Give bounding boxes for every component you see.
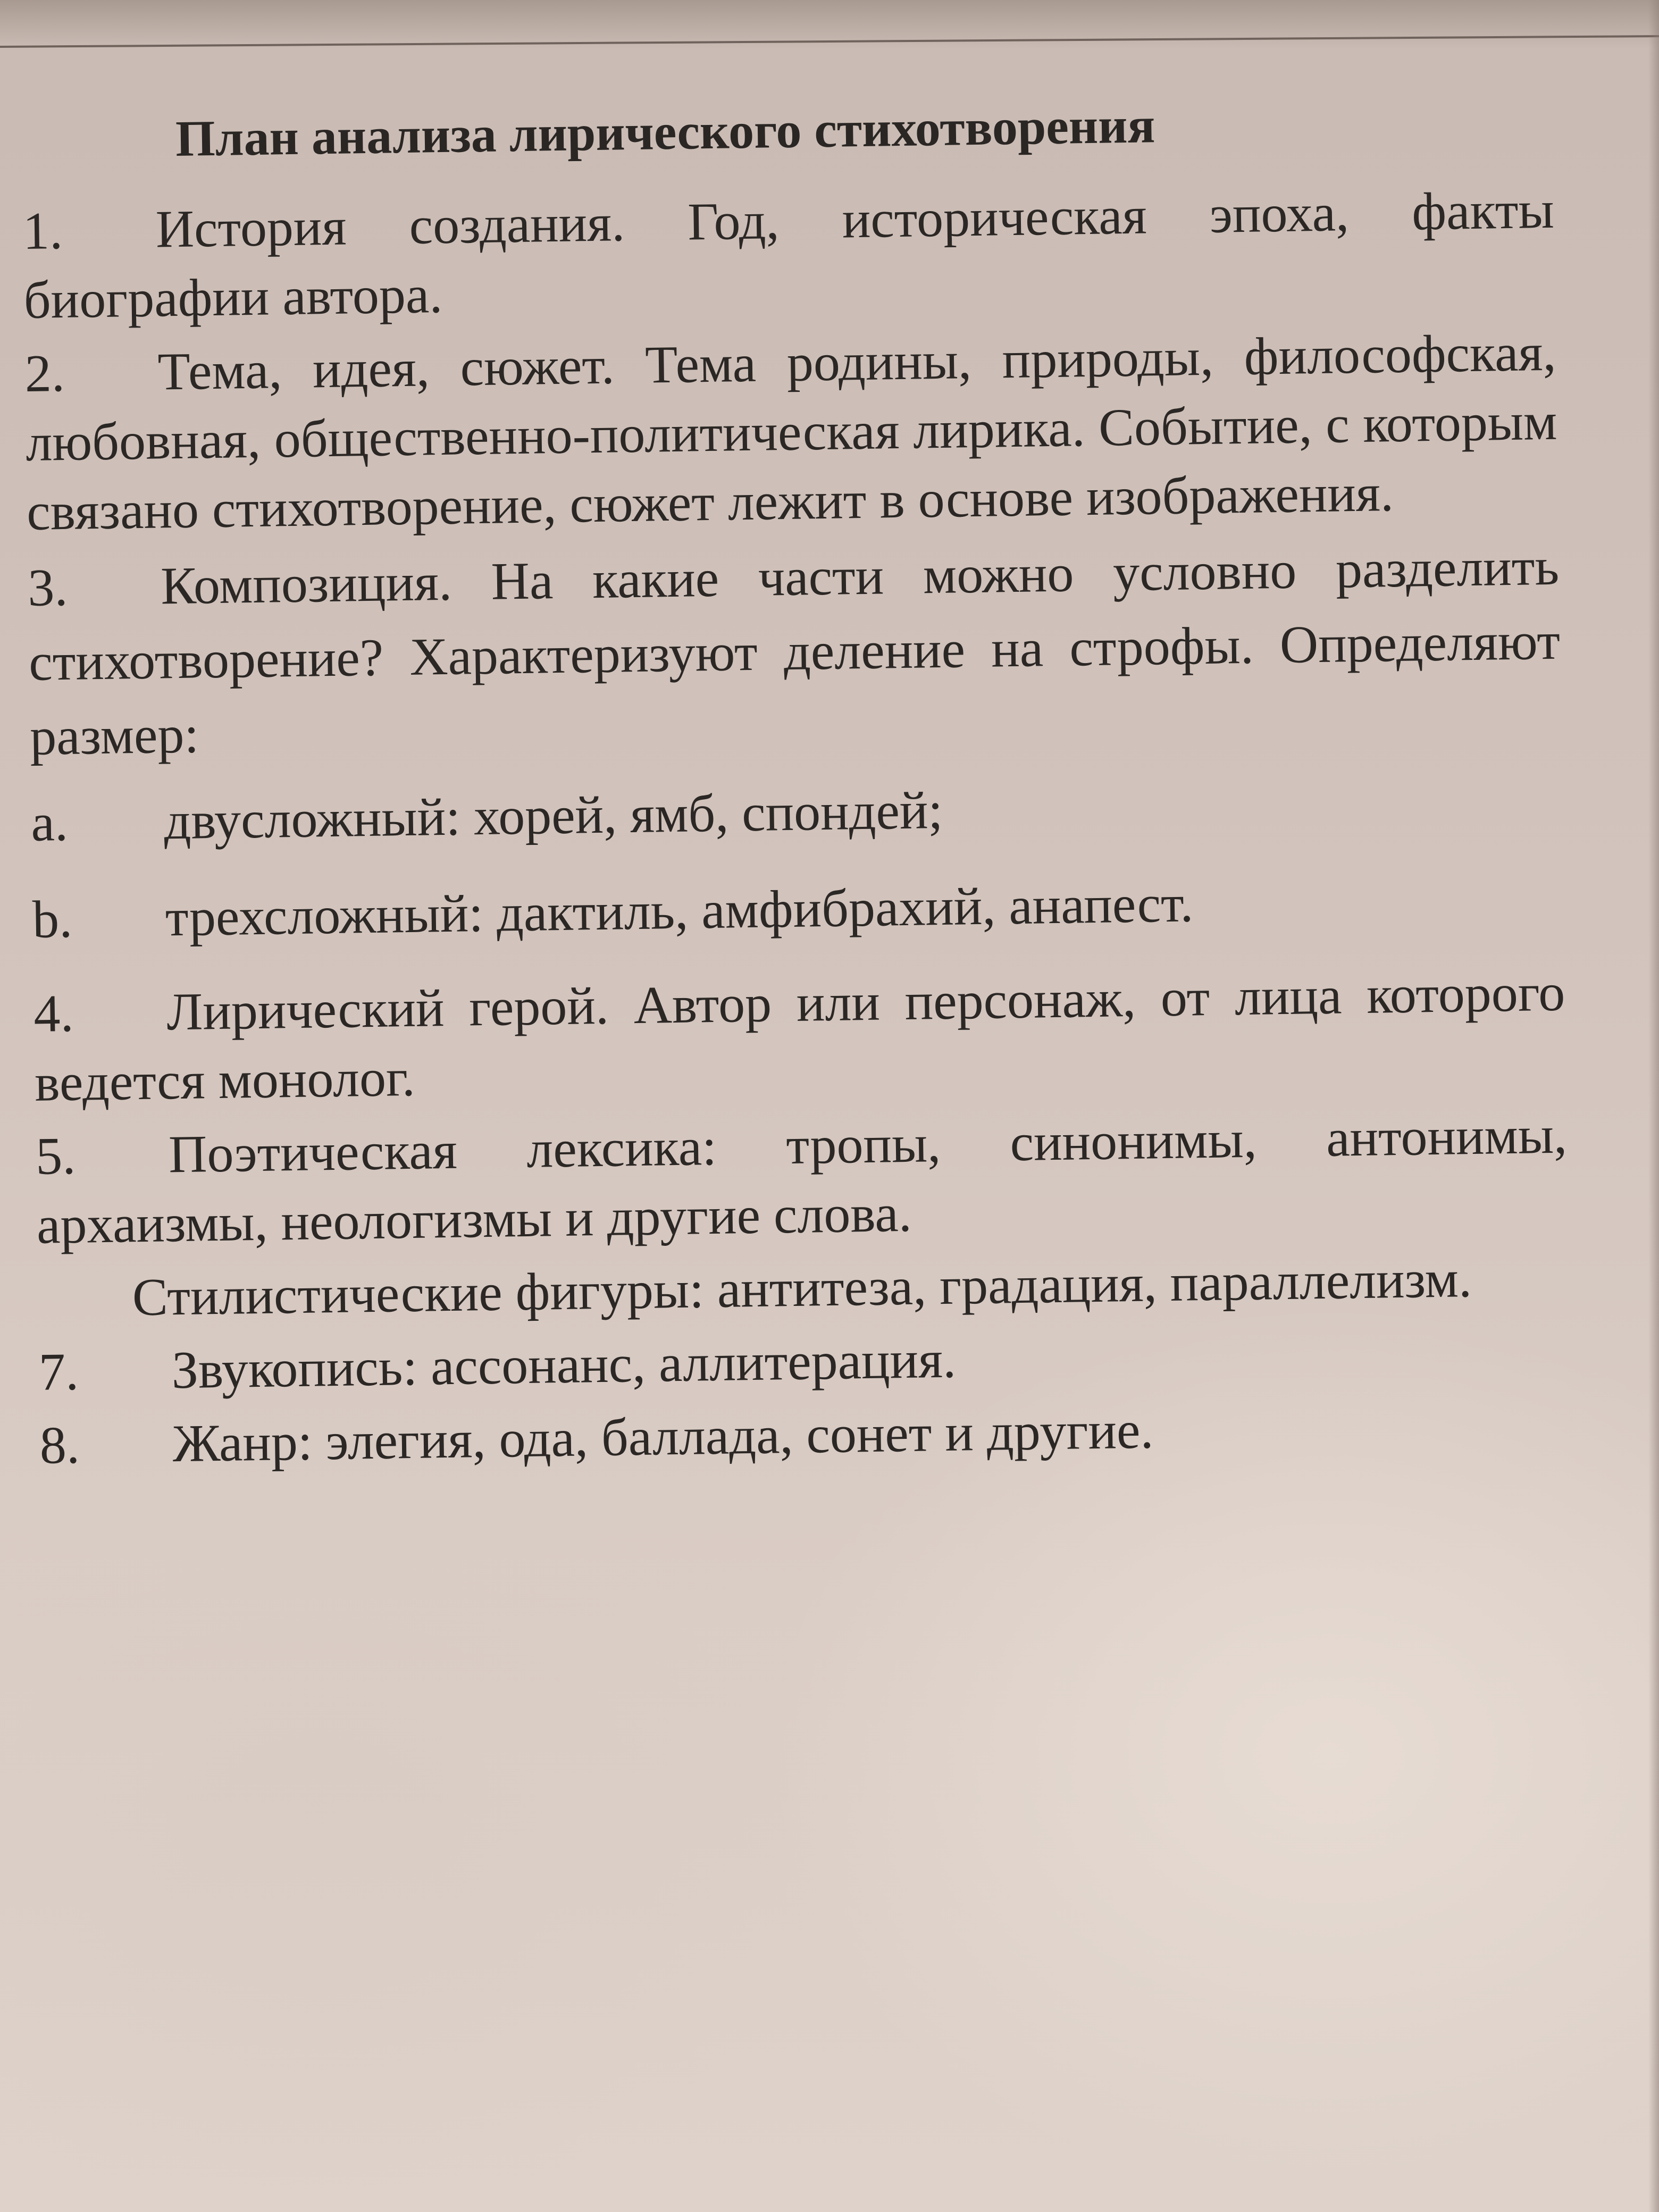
item-number: 4. <box>33 983 74 1043</box>
item-text: Стилистические фигуры: антитеза, градация, параллелизм. <box>132 1249 1472 1327</box>
sub-item-text: двусложный: хорей, ямб, спондей; <box>163 780 943 851</box>
item-text: Тема, идея, сюжет. Тема родины, природы, философская, любовная, общественно-политическая лирика. Событие, с которым связано стихотворение, сюжет лежит в основе изображения. <box>25 322 1557 541</box>
plan-item-5 <box>35 1101 1568 1260</box>
plan-item-1 <box>22 175 1555 335</box>
item-text: Лирический герой. Автор или персонаж, от лица которого ведется монолог. <box>34 962 1565 1112</box>
item-text: История создания. Год, историческая эпоха, факты биографии автора. <box>23 180 1555 330</box>
plan-item-3 <box>27 530 1564 957</box>
item-number: 5. <box>35 1126 76 1186</box>
sub-item-letter: b. <box>32 889 73 949</box>
plan-item-4 <box>33 958 1566 1118</box>
analysis-plan-list <box>22 175 1572 1485</box>
item-number: 7. <box>38 1342 79 1402</box>
item-number: 2. <box>24 343 65 403</box>
item-number: 3. <box>27 557 69 617</box>
plan-item-2 <box>24 318 1559 547</box>
item-number: 8. <box>39 1415 80 1475</box>
item-number <box>37 1263 133 1333</box>
sub-item-letter: a. <box>30 792 69 852</box>
page-title: План анализа лирического стихотворения <box>175 96 1156 167</box>
sub-item-text: трехсложный: дактиль, амфибрахий, анапест. <box>165 874 1194 948</box>
sub-item-a <box>30 765 1563 860</box>
sub-item-b <box>32 861 1564 957</box>
item-text: Композиция. На какие части можно условно разделить стихотворение? Характеризуют деление на строфы. Определяют размер: <box>28 537 1561 766</box>
meter-sub-list <box>30 765 1564 957</box>
right-edge-shadow <box>1648 0 1659 2212</box>
paper-edge-line <box>0 0 1659 69</box>
item-text: Жанр: элегия, ода, баллада, сонет и другие. <box>172 1400 1154 1473</box>
item-text: Поэтическая лексика: тропы, синонимы, антонимы, архаизмы, неологизмы и другие слова. <box>36 1105 1568 1255</box>
item-text: Звукопись: ассонанс, аллитерация. <box>171 1329 957 1400</box>
item-number: 1. <box>22 200 63 261</box>
